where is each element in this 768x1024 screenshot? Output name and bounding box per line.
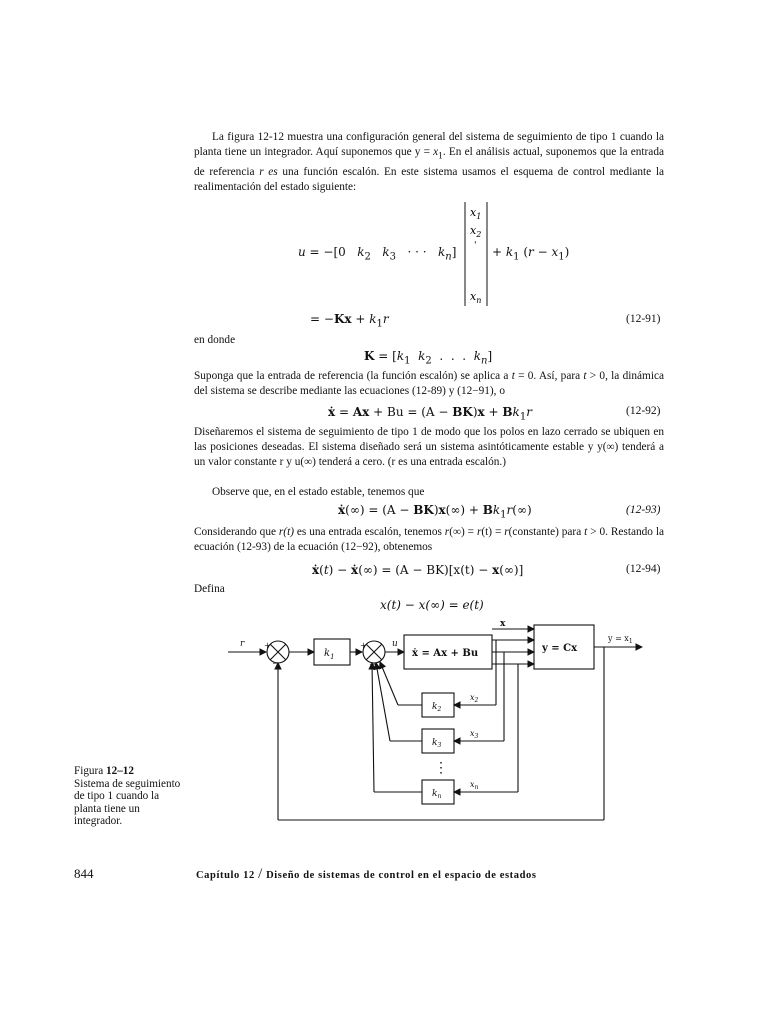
paragraph-intro: La figura 12-12 muestra una configuración general del sistema de seguimiento de tipo 1 cuando la planta tiene un integrador. Aquí suponemos que $y = x_1$. En el análisis actual, suponemos que la entrada de referencia r es una función escalón. En este sistema usamos el esquema de control mediante la realimentación del estado siguiente: xyxy=(194,131,664,193)
footer-title: Diseño de sistemas de control en el espacio de estados xyxy=(266,870,537,881)
diagram-xn: $x_n$ xyxy=(470,780,479,791)
svg-text:x2: $x_2$ xyxy=(470,224,482,239)
svg-text:': ' xyxy=(474,241,477,251)
page-number: 844 xyxy=(74,866,94,881)
sum2-plus: + xyxy=(360,641,367,650)
figure-word: Figura xyxy=(74,765,104,777)
k-definition: $K = [k_1$ $k_2$ . . . $k_n$] xyxy=(364,349,493,367)
diagram-k3: $k_3$ xyxy=(432,738,442,749)
svg-text:x1: $x_1$ xyxy=(470,206,482,221)
paragraph-design: Diseñaremos el sistema de seguimiento de tipo 1 de modo que los polos en lazo cerrado se ubiquen en las posiciones deseadas. El sistema diseñado será un sistema asintóticamente estable y y(∞) tenderá a un valor constante r y u(∞) tenderá a cero. (r es una entrada escalón.) xyxy=(194,426,664,469)
diagram-r-label: r xyxy=(240,639,245,649)
svg-text:xn: $x_n$ xyxy=(470,290,482,305)
state-vector xyxy=(462,200,492,308)
diagram-x2: $x_2$ xyxy=(470,693,479,704)
diagram-output-block: y = Cx xyxy=(542,643,578,654)
equation-number-12-92: (12-92) xyxy=(626,405,661,417)
figure-caption-text: Sistema de seguimiento de tipo 1 cuando la planta tiene un integrador. xyxy=(74,777,181,827)
diagram-k2: $k_2$ xyxy=(432,702,442,713)
paragraph-subtract: Considerando que r(t) es una entrada escalón, tenemos r(∞) = r(t) = r(constante) para t > 0. Restando la ecuación (12-93) de la ecuación (12−92), obtenemos xyxy=(194,526,664,554)
diagram-k1: $k_1$ xyxy=(324,648,335,661)
equation-number-12-94: (12-94) xyxy=(626,563,661,575)
equation-12-91-right: + $k_1$ $(r - x_1)$ xyxy=(492,245,570,263)
diagram-x3: $x_3$ xyxy=(470,729,479,740)
footer-slash: / xyxy=(258,866,263,882)
sum1-minus: − xyxy=(272,659,280,669)
where-text: en donde xyxy=(194,334,236,346)
equation-number-12-91: (12-91) xyxy=(626,313,661,325)
equation-12-94: ẋ(t) − ẋ(∞) = (A − BK)[x(t) − x(∞)] xyxy=(312,563,524,577)
diagram-y-label: $y = x_1$ xyxy=(608,634,633,645)
paragraph-steady-state: Observe que, en el estado estable, tenemos que xyxy=(212,486,425,498)
figure-caption xyxy=(74,765,186,828)
paragraph-dynamics: Suponga que la entrada de referencia (la función escalón) se aplica a t = 0. Así, para t > 0, la dinámica del sistema se describe mediante las ecuaciones (12-89) y (12−91), o xyxy=(194,370,664,398)
diagram-kn: $k_n$ xyxy=(432,789,442,800)
diagram-dots: ⋮ xyxy=(434,760,448,776)
define-text: Defina xyxy=(194,583,225,595)
equation-12-93: ẋ(∞) = $(A - BK)x(\infty) + Bk_1r(\infty)$ xyxy=(338,503,532,521)
sum1-plus: + xyxy=(264,641,271,650)
diagram-plant: ẋ = Ax + Bu xyxy=(412,648,479,659)
sum2-minus: − xyxy=(369,660,377,670)
diagram-u-label: u xyxy=(392,639,398,649)
figure-number: 12–12 xyxy=(106,765,134,777)
equation-12-91-line2: = $-Kx + k_1r$ xyxy=(310,312,389,330)
equation-error-definition: x(t) − x(∞) = e(t) xyxy=(380,598,484,612)
block-diagram xyxy=(222,615,664,830)
footer-chapter: Capítulo 12 xyxy=(196,870,255,881)
running-footer xyxy=(196,866,537,883)
equation-12-91-line1: u = −[0 $k_2$ $k_3$ · · · $k_n$] xyxy=(298,245,457,263)
equation-12-92: ẋ = $Ax + Bu = (A - BK)x + Bk_1r$ xyxy=(328,405,532,423)
diagram-x-bus: x xyxy=(500,619,506,629)
equation-number-12-93: (12-93) xyxy=(626,504,661,516)
